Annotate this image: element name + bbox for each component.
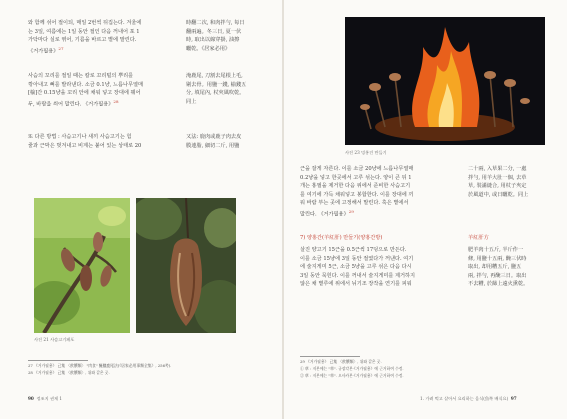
right-photo-caption: 사진 23 밍홍건 만들기 (345, 150, 387, 155)
photo-dried-meat-closeup (136, 198, 236, 333)
left-para2-hanja: 淹鹿尾, 刀割去尾根上毛, 剔去骨。用鹽一錢, 榆錢五 分, 填尾內, 杖夾風吹乾。 同上 (186, 73, 247, 105)
right-footnote-rule (300, 356, 360, 357)
left-footnote-27: 27 《거가필용》 己集 〈飮饌類〉 "肉食" 醃臘鹿尾法(《居家必用事類全集》, 256쪽). (28, 363, 172, 368)
left-page-number: 90 (28, 396, 34, 401)
left-para3-hanja: 又法: 鹿肉或鹿子肉去皮 膜連脂, 細切二斤, 用鹽 (186, 134, 242, 149)
section-heading: 7) 양홍간(羊紅肝) 만들기(양홍간방) (300, 235, 383, 241)
left-para2-korean: 사슴의 꼬리를 절일 때는 칼로 꼬리털의 뿌리를 깎아내고 뼈를 발라낸다. 소금 0.1냥, 느릅나무열매 [榆]간 0.15냥을 꼬리 안에 채워 넣고 장대에 꿰어 두, 바람을 쐬어 말린다. 《거가필용》$^{28}$ (28, 73, 144, 108)
left-footnote-rule (28, 360, 88, 361)
footnote-ref[interactable]: 29 (348, 208, 354, 214)
left-running-title: 정조지 권제 1 (36, 396, 63, 401)
section-heading-hanja: 羊紅肝方 (468, 235, 489, 241)
right-para2-korean: 살진 양고기 15근을 0.5근씩 17덩으로 만든다. 이를 소금 15냥에 3일 동안 절였다가 꺼낸다. 여기 에 술지게미 5근, 소금 5냥을 고루 섞은 다음 다시 3일 동안 묵힌다. 이를 꺼내서 술지게미를 제거하지 않은 채 볕루에 위에서 뉘기조 장작을 연기를 피워 (300, 247, 416, 288)
fire-photo-image (345, 17, 545, 145)
closeup-photo-image (136, 198, 236, 333)
left-para3-korean: 또 다른 방법 : 사슴고기나 새끼 사슴고기는 힘 줄과 근막은 벗겨내고 비계는 붙어 있는 상태로 20 (28, 134, 142, 149)
branch-photo-image (34, 198, 130, 333)
right-footer (420, 396, 517, 402)
photo-dried-meat-on-branch (34, 198, 130, 333)
left-para1-hanja: 時翻二次, 和肉拌勻, 每日 翻兩遍。冬三日, 夏一伏 時, 取出以線穿掛, 油擦 曬乾。《居家必用》 (186, 20, 245, 52)
left-para1-korean: 와 함께 섞어 절이되, 매일 2번씩 뒤집는다. 겨울에 는 3일, 여름에는 1일 동안 절인 다음 꺼내어 포 1 가닥마다 실로 엮어, 기름을 바르고 볕에 말린다. 《거가필용》$^{27}$ (28, 20, 142, 55)
left-photo-caption: 사진 21 사슴고기페포 (34, 337, 75, 342)
footnote-ref[interactable]: 28 (113, 98, 119, 104)
right-para1-korean: 근을 잘게 자른다. 이를 소금 20냥에 느릅나무열매 0.2냥을 넣고 한곳에서 고루 섞는다. 양이 큰 뒤 1 개는 홍필을 제거한 다음 위에서 준비한 사슴고기 를 여기에 가득 채워넣고 봉합한다. 이를 장대에 끼 워 바람 부는 곳에 고정해서 말린다. 혹은 볕에서 말린다. 《거가필용》$^{29}$ (300, 166, 414, 218)
right-para1-hanja: 二十兩, 入草果二分, 一處 拌勻, 用羊大肚一個, 去草 草, 裝滿縫合, 用杖子夾定 於風道中, 或日曬乾。同上 (468, 166, 529, 198)
right-page-number: 97 (510, 396, 517, 401)
right-footnote-b: ② 草 : 저본에는 "草". 오사카본·《거가필용》에 근거하여 수정. (300, 373, 404, 378)
right-para2-hanja: 肥羊肉十五斤, 半斤作一 條, 用鹽十五兩, 醃三伏時 取出, 却用糟五斤, 鹽五 兩, 拌勻, 再醃三日。取出 不去糟, 於篩上遠火熏乾。 (468, 247, 529, 288)
right-footnote-a: ① 草 : 저본에는 "草". 규장각본·《거가필용》에 근거하여 수정. (300, 366, 404, 371)
footnote-ref[interactable]: 27 (58, 45, 64, 51)
right-running-title: 1. 가려 먹고 살아서 요리하는 음식(魚쪽 배식요) (420, 396, 509, 401)
left-footer (28, 396, 62, 402)
right-footnote-29: 29 《거가필용》 己集 〈飮饌類〉, 위와 같은 곳. (300, 359, 382, 364)
left-footnote-28: 28 《거가필용》 己集 〈飮饌類〉, 위와 같은 곳. (28, 370, 110, 375)
photo-smoking-fire (345, 17, 545, 145)
